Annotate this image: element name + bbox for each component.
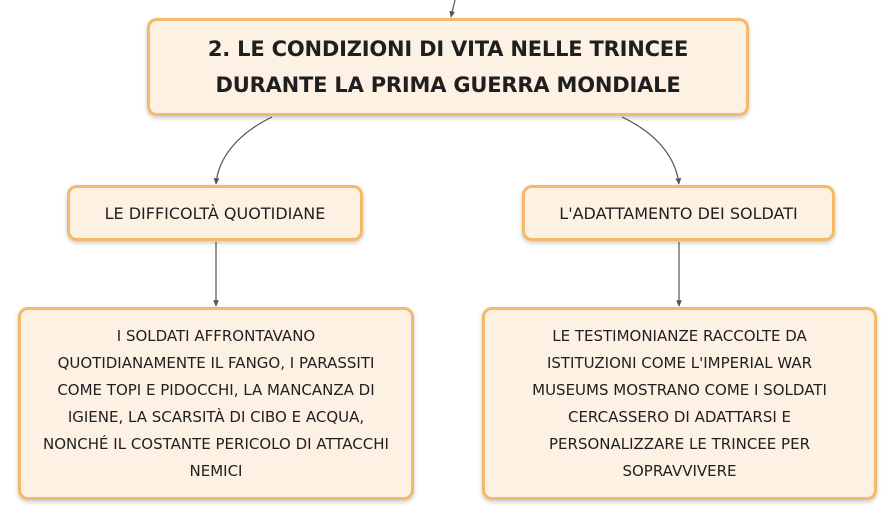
root-topic-node[interactable]: [147, 18, 749, 116]
detail-node-soldiers-adaptation[interactable]: [482, 307, 877, 500]
incoming-connector: [451, 0, 455, 17]
subtopic-label-daily-difficulties: LE DIFFICOLTÀ QUOTIDIANE: [104, 203, 326, 223]
detail-node-daily-difficulties[interactable]: [18, 307, 414, 500]
detail-text-daily-difficulties: I SOLDATI AFFRONTAVANO QUOTIDIANAMENTE IL FANGO, I PARASSITI COME TOPI E PIDOCCHI, LA MANCANZA DI IGIENE, LA SCARSITÀ DI CIBO E ACQUA, NONCHÉ IL COSTANTE PERICOLO DI ATTACCHI NEMICI: [43, 326, 389, 480]
subtopic-node-soldiers-adaptation[interactable]: [522, 185, 835, 241]
subtopic-node-daily-difficulties[interactable]: [67, 185, 363, 241]
connector-root-to-right: [622, 117, 679, 184]
subtopic-label-soldiers-adaptation: L'ADATTAMENTO DEI SOLDATI: [559, 203, 798, 223]
root-topic-title: 2. LE CONDIZIONI DI VITA NELLE TRINCEE DURANTE LA PRIMA GUERRA MONDIALE: [207, 37, 689, 97]
connector-root-to-left: [216, 117, 272, 184]
detail-text-soldiers-adaptation: LE TESTIMONIANZE RACCOLTE DA ISTITUZIONI COME L'IMPERIAL WAR MUSEUMS MOSTRANO COME I SOLDATI CERCASSERO DI ADATTARSI E PERSONALIZZARE LE TRINCEE PER SOPRAVVIVERE: [532, 326, 827, 480]
